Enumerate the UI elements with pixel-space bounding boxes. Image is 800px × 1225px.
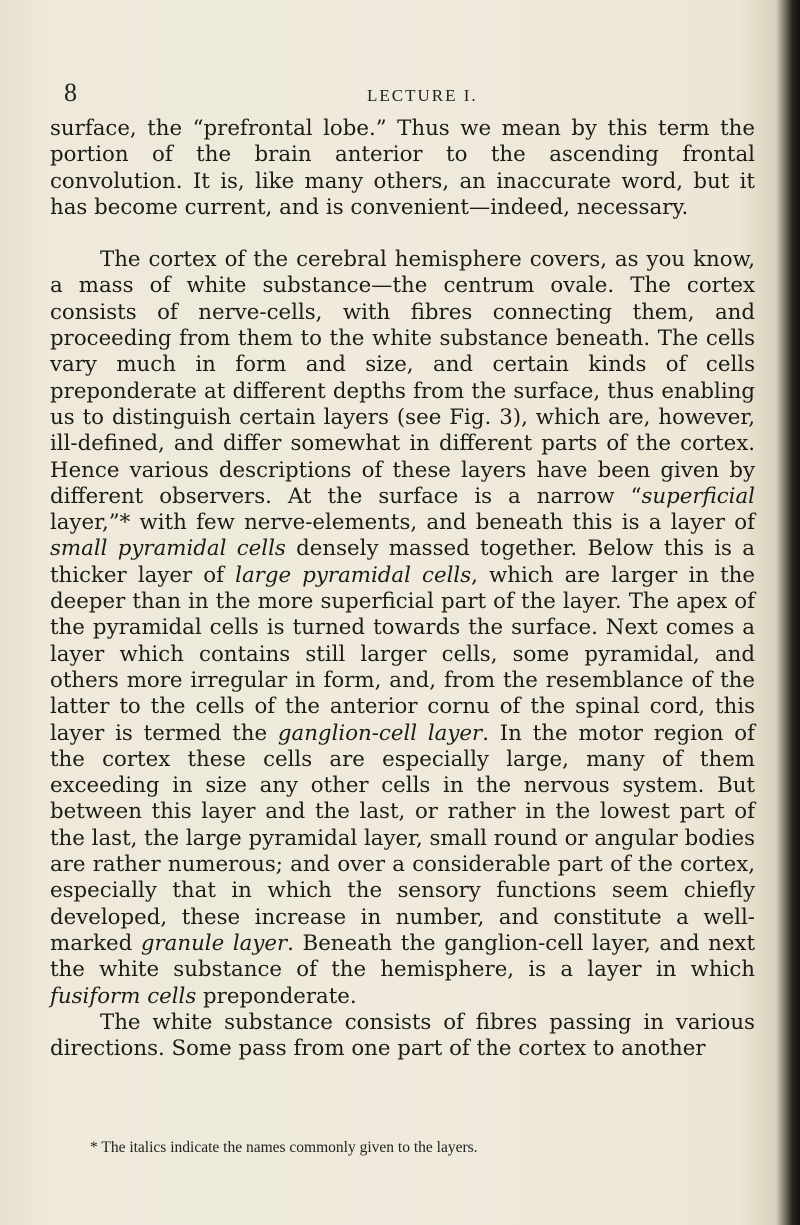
paragraph-gap bbox=[50, 221, 755, 247]
running-title: LECTURE I. bbox=[367, 86, 478, 105]
body-text bbox=[50, 116, 755, 1062]
paragraph-2-text-a: The cortex of the cerebral hemisphere covers, as you know, a mass of white substance—the centrum ovale. The cortex consists of nerve-cells, with fibres connecting them, and proceeding from them to the white substance beneath. The cells vary much in form and size, and certain kinds of cells preponderate at different depths from the surface, thus enabling us to distinguish certain layers (see Fig. 3), which are, however, ill-defined, and differ somewhat in different parts of the cortex. Hence various descriptions of these layers have been given by different observers. At the surface is a narrow “ bbox=[50, 247, 755, 509]
paragraph-2-text-b: layer,”* with few nerve-elements, and beneath this is a layer of bbox=[50, 510, 755, 536]
term-fusiform-cells: fusiform cells bbox=[50, 983, 197, 1009]
term-small-pyramidal: small pyramidal cells bbox=[50, 536, 286, 562]
term-large-pyramidal: large pyramidal cells bbox=[235, 562, 472, 588]
paragraph-2-text-f: . Beneath the ganglion-cell layer, and next the white substance of the hemisphere, is a layer in which bbox=[50, 930, 755, 983]
paragraph-2-text-g: preponderate. bbox=[196, 983, 357, 1009]
page-number: 8 bbox=[64, 78, 77, 107]
paragraph-3: The white substance consists of fibres passing in various directions. Some pass from one part of the cortex to another bbox=[50, 1009, 755, 1062]
paragraph-2-text-e: . In the motor region of the cortex these cells are especially large, many of them exceeding in size any other cells in the nervous system. But between this layer and the last, or rather in the lowest part of the last, the large pyramidal layer, small round or angular bodies are rather numerous; and over a considerable part of the cortex, especially that in which the sensory functions seem chiefly developed, these increase in number, and constitute a well-marked bbox=[50, 720, 755, 956]
paragraph-2 bbox=[50, 247, 755, 1010]
term-granule-layer: granule layer bbox=[140, 930, 288, 956]
term-superficial: superficial bbox=[641, 483, 755, 509]
paragraph-1: surface, the “prefrontal lobe.” Thus we mean by this term the portion of the brain anterior to the ascending frontal convolution. It is, like many others, an inaccurate word, but it has become current, and is convenient—indeed, necessary. bbox=[50, 116, 755, 220]
footnote: * The italics indicate the names commonly given to the layers. bbox=[90, 1139, 478, 1156]
paragraph-2-text-d: , which are larger in the deeper than in the more superficial part of the layer. The apex of the pyramidal cells is turned towards the surface. Next comes a layer which contains still larger cells, some pyramidal, and others more irregular in form, and, from the resemblance of the latter to the cells of the anterior cornu of the spinal cord, this layer is termed the bbox=[50, 562, 755, 746]
paragraph-2-text-c: densely massed together. Below this is a thicker layer of bbox=[50, 536, 755, 588]
term-ganglion-cell-layer: ganglion-cell layer bbox=[277, 720, 483, 746]
